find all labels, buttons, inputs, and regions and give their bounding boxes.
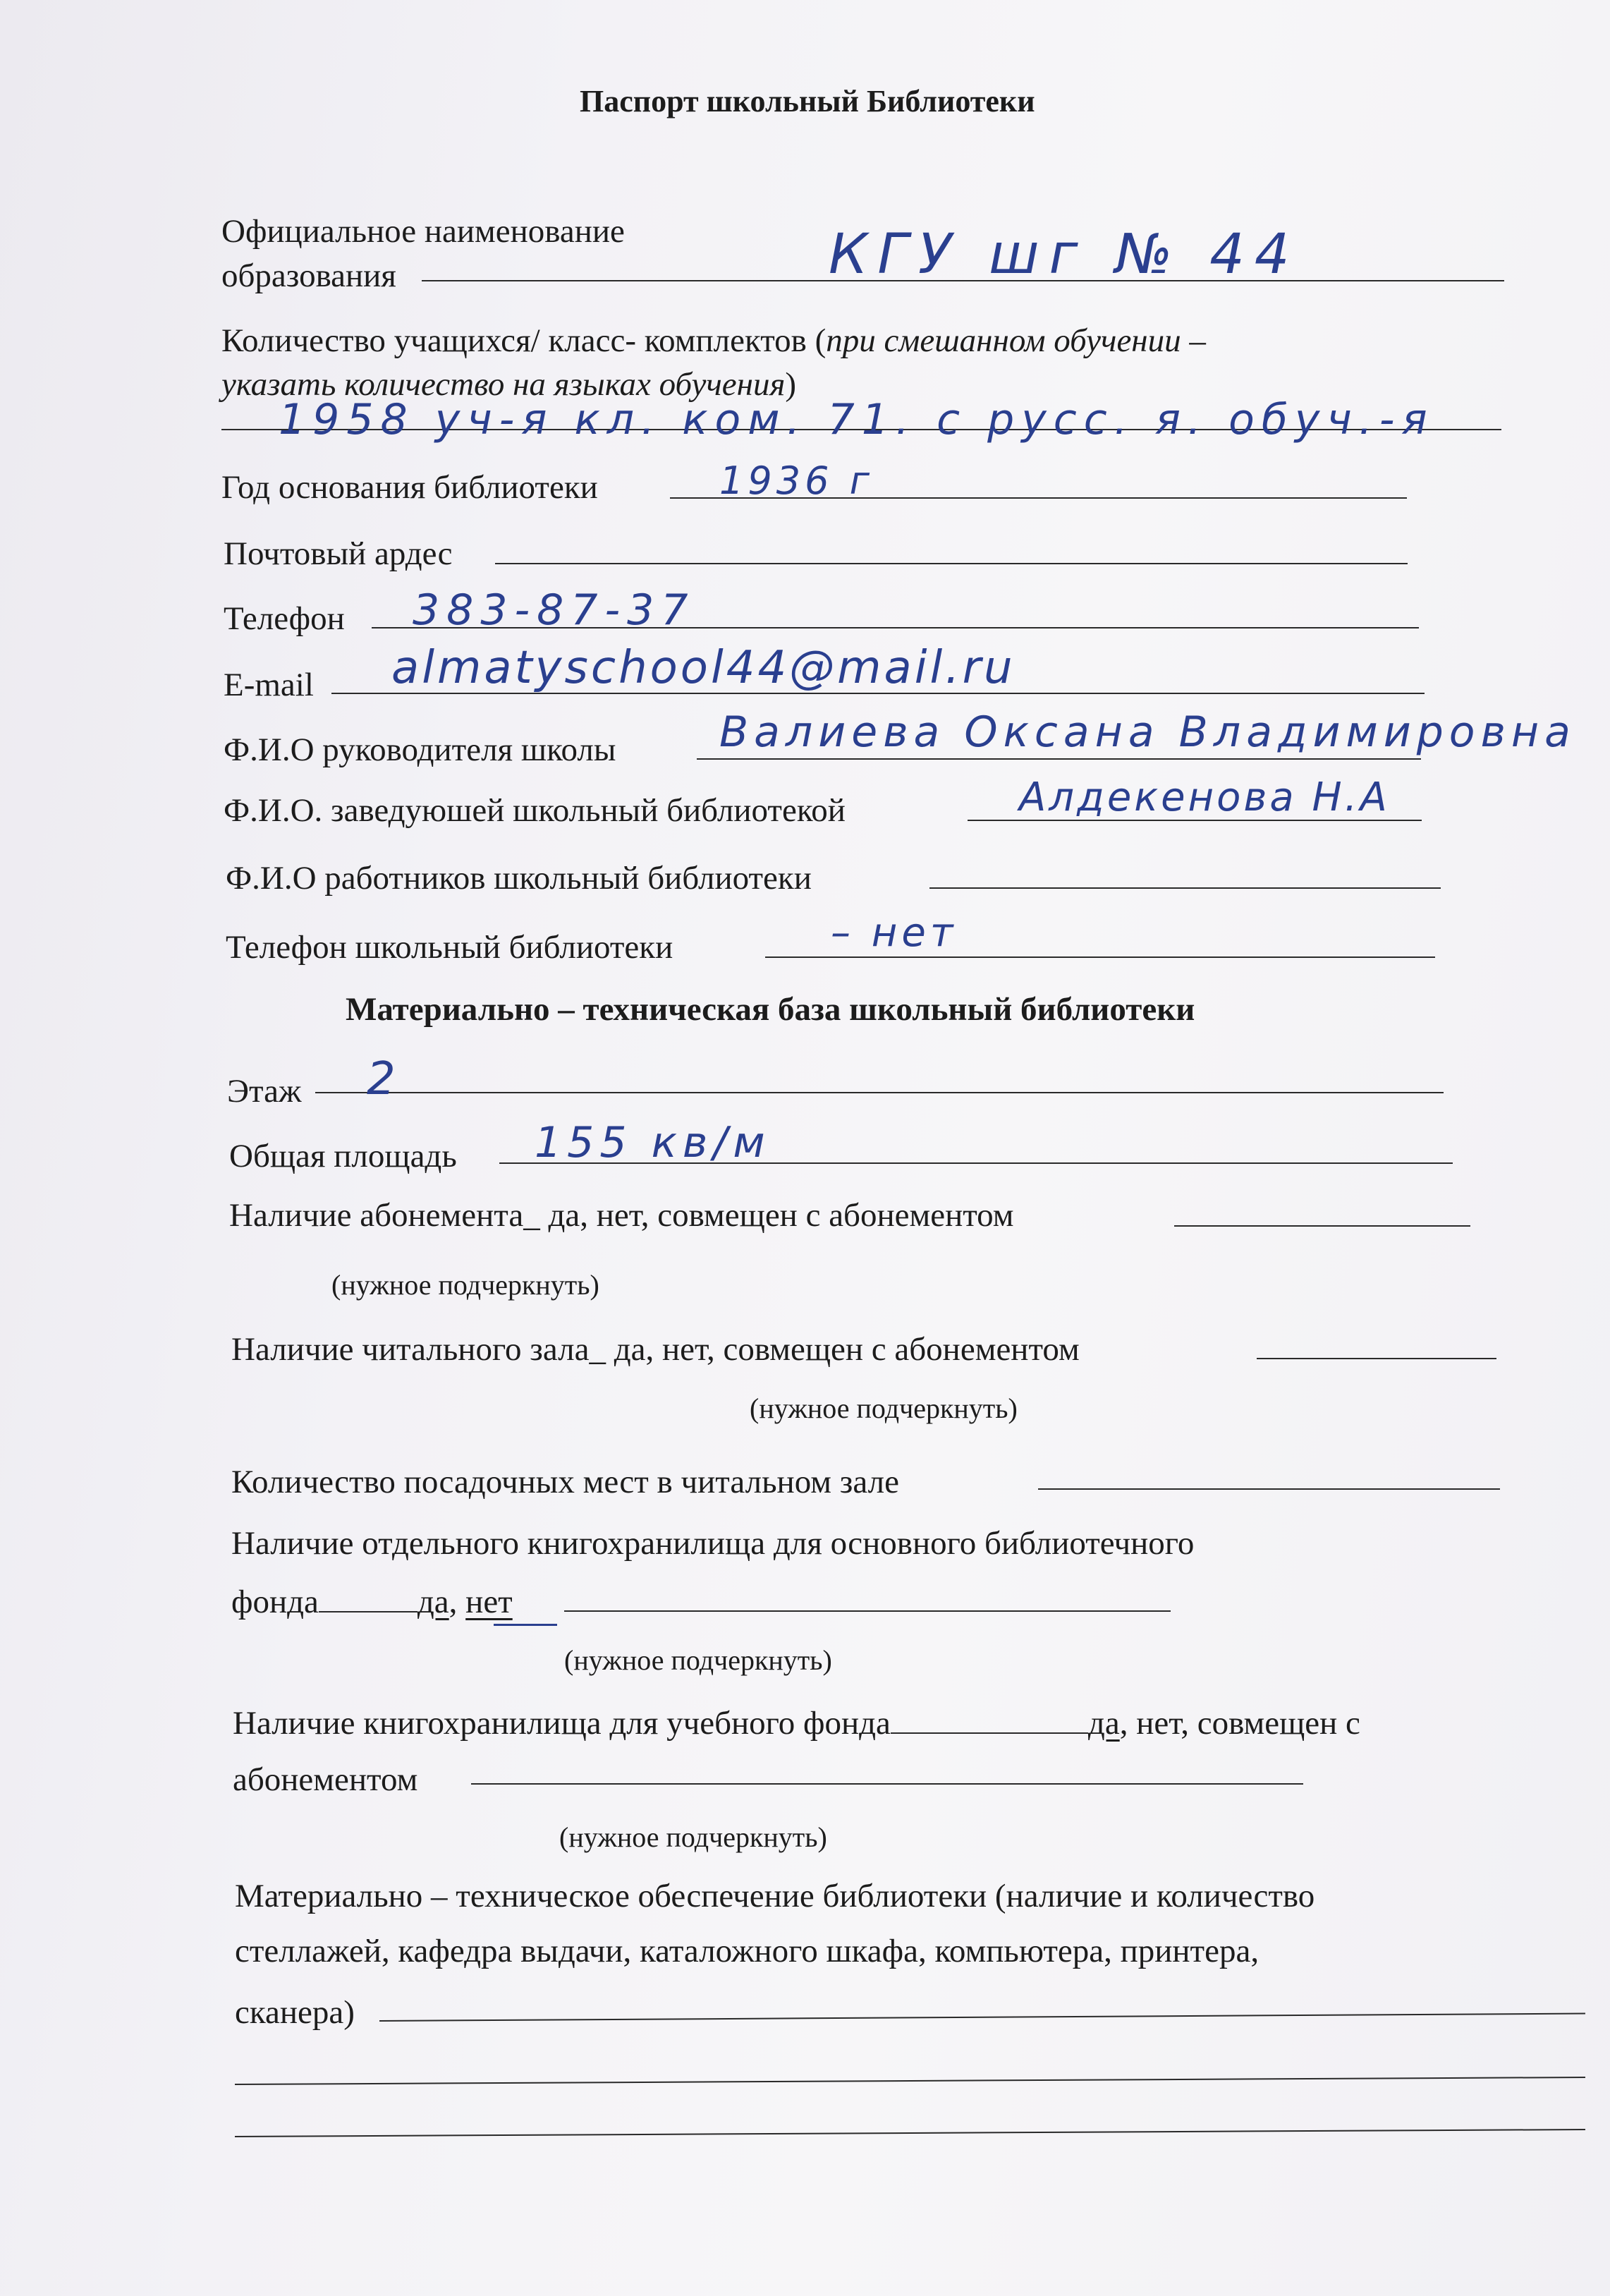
- students-label-italic-2: указать количество на языках обучения: [221, 366, 786, 403]
- storage-main-pen-underline: [494, 1624, 557, 1626]
- storage-main-hint: (нужное подчеркнуть): [564, 1644, 832, 1676]
- library-phone-line: [765, 956, 1435, 958]
- director-label: Ф.И.О руководителя школы: [224, 731, 616, 768]
- seats-line: [1038, 1488, 1500, 1490]
- students-value: 1958 уч-я кл. ком. 71. с русс. я. обуч.-я: [279, 395, 1434, 444]
- founding-year-value: 1936 г: [719, 458, 874, 503]
- postal-address-label: Почтовый ардес: [224, 535, 453, 572]
- equipment-line-1: [379, 2013, 1585, 2022]
- subscription-label: Наличие абонемента_ да, нет, совмещен с абонементом: [229, 1197, 1014, 1234]
- floor-line: [315, 1092, 1444, 1093]
- storage-main-opt-no: нет: [465, 1584, 513, 1620]
- staff-line: [929, 887, 1441, 889]
- director-value: Валиева Оксана Владимировна: [719, 707, 1576, 757]
- staff-label: Ф.И.О работников школьный библиотеки: [226, 860, 812, 897]
- section2-heading: Материально – техническая база школьный библиотеки: [346, 991, 1195, 1028]
- equipment-label-3: сканера): [235, 1994, 355, 2031]
- reading-room-line: [1257, 1358, 1496, 1359]
- storage-edu-label-1: [233, 1707, 1360, 1740]
- library-phone-value: – нет: [831, 910, 958, 956]
- subscription-line: [1174, 1225, 1470, 1227]
- storage-edu-label-1b: , нет, совмещен с: [1119, 1705, 1360, 1742]
- official-name-label-1: Официальное наименование: [221, 213, 625, 250]
- postal-address-line: [495, 563, 1408, 564]
- storage-edu-gap: [891, 1707, 1088, 1734]
- equipment-label-2: стеллажей, кафедра выдачи, каталожного шкафа, компьютера, принтера,: [235, 1933, 1260, 1969]
- storage-edu-line: [471, 1783, 1303, 1785]
- equipment-line-2: [235, 2077, 1585, 2085]
- storage-edu-label-1a: Наличие книгохранилища для учебного фонда: [233, 1705, 891, 1742]
- page-title: Паспорт школьный Библиотеки: [580, 84, 1035, 119]
- phone-label: Телефон: [224, 600, 345, 637]
- reading-room-hint: (нужное подчеркнуть): [750, 1392, 1018, 1424]
- storage-main-opt-yes: да: [417, 1584, 449, 1620]
- seats-label: Количество посадочных мест в читальном зале: [231, 1464, 899, 1500]
- librarian-head-value: Алдекенова Н.А: [1019, 775, 1390, 820]
- reading-room-label: Наличие читального зала_ да, нет, совмещен с абонементом: [231, 1331, 1080, 1368]
- email-label: E-mail: [224, 667, 314, 703]
- students-label: [221, 324, 1206, 358]
- phone-value: 383-87-37: [413, 585, 695, 635]
- storage-main-label-2a: фонда: [231, 1584, 319, 1620]
- storage-edu-hint: (нужное подчеркнуть): [559, 1821, 827, 1853]
- storage-main-label-1: Наличие отдельного книгохранилища для основного библиотечного: [231, 1525, 1195, 1562]
- founding-year-label: Год основания библиотеки: [221, 469, 598, 506]
- director-line: [697, 758, 1421, 760]
- floor-value: 2: [367, 1053, 400, 1105]
- storage-main-label-2: [231, 1586, 513, 1619]
- email-value: almatyschool44@mail.ru: [391, 642, 1016, 694]
- equipment-label-1: Материально – техническое обеспечение библиотеки (наличие и количество: [235, 1878, 1315, 1914]
- floor-label: Этаж: [227, 1073, 302, 1110]
- storage-main-line: [564, 1610, 1171, 1612]
- equipment-line-3: [235, 2129, 1585, 2137]
- students-label-text: Количество учащихся/ класс- комплектов (: [221, 322, 827, 359]
- students-label-italic-1: при смешанном обучении –: [826, 322, 1206, 359]
- storage-main-gap: [319, 1586, 417, 1612]
- librarian-head-label: Ф.И.О. заведуюшей школьный библиотекой: [224, 792, 846, 829]
- library-phone-label: Телефон школьный библиотеки: [226, 929, 673, 966]
- area-value: 155 кв/м: [535, 1118, 771, 1167]
- area-label: Общая площадь: [229, 1138, 457, 1174]
- storage-edu-label-2: абонементом: [233, 1761, 418, 1798]
- storage-edu-opt-yes: да: [1087, 1705, 1120, 1742]
- students-label-close: ): [785, 366, 796, 403]
- official-name-label-2: образования: [221, 257, 396, 294]
- storage-main-sep: ,: [449, 1584, 466, 1620]
- official-name-value: КГУ шг № 44: [829, 223, 1300, 286]
- subscription-hint: (нужное подчеркнуть): [331, 1269, 599, 1301]
